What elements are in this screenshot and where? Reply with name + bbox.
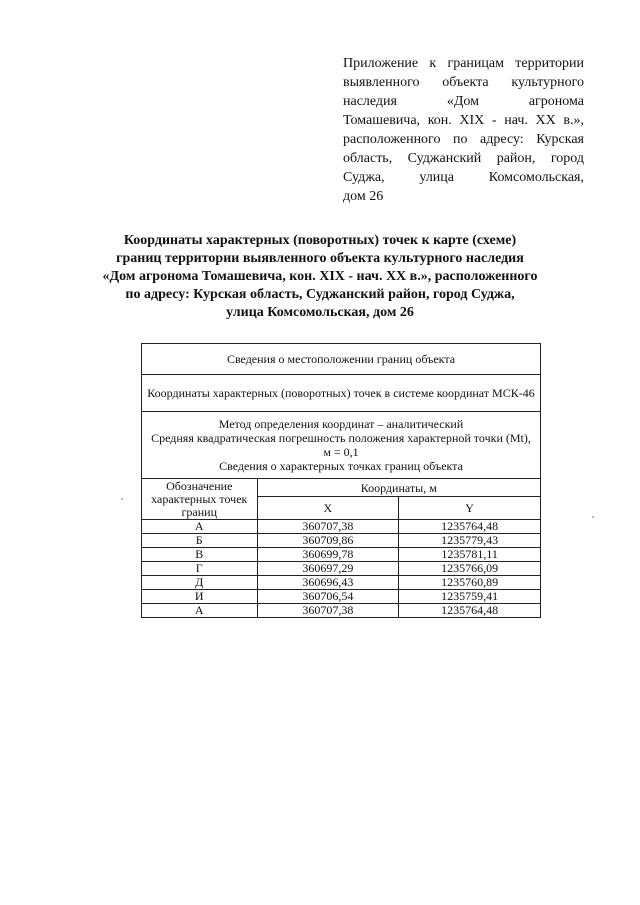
x-header: X (257, 497, 399, 520)
y-value-cell: 1235764,48 (399, 604, 541, 618)
x-value-cell: 360709,86 (257, 534, 399, 548)
x-value-cell: 360707,38 (257, 520, 399, 534)
table-row (142, 576, 541, 590)
y-value-cell: 1235760,89 (399, 576, 541, 590)
appendix-note (343, 54, 584, 206)
point-name-cell: И (142, 590, 258, 604)
title-line: «Дом агронома Томашевича, кон. XIX - нач. XX в.», расположенного (102, 269, 538, 284)
point-name-cell: Г (142, 562, 258, 576)
x-value-cell: 360696,43 (257, 576, 399, 590)
document-title (80, 232, 560, 322)
point-name-cell: Д (142, 576, 258, 590)
appendix-line: область, Суджанский район, город (343, 151, 584, 166)
appendix-line: Приложение к границам территории (343, 56, 584, 71)
points-info-line: Сведения о характерных точках границ объекта (219, 459, 463, 473)
x-value-cell: 360707,38 (257, 604, 399, 618)
appendix-line: выявленного объекта культурного (343, 75, 584, 90)
scan-speck (592, 516, 594, 518)
title-line: по адресу: Курская область, Суджанский район, город Суджа, (125, 287, 515, 302)
appendix-line: дом 26 (343, 189, 384, 204)
y-value-cell: 1235781,11 (399, 548, 541, 562)
appendix-line: наследия «Дом агронома (343, 94, 584, 109)
appendix-line: расположенного по адресу: Курская (343, 132, 584, 147)
table-row (142, 604, 541, 618)
x-value-cell: 360706,54 (257, 590, 399, 604)
point-name-cell: А (142, 520, 258, 534)
appendix-line: Томашевича, кон. XIX - нач. XX в.», (343, 113, 584, 128)
y-value-cell: 1235766,09 (399, 562, 541, 576)
appendix-line: Суджа, улица Комсомольская, (343, 170, 584, 185)
y-header: Y (399, 497, 541, 520)
accuracy-line: Средняя квадратическая погрешность положения характерной точки (Mt), м = 0,1 (151, 431, 531, 459)
coordinates-header: Координаты, м (257, 479, 541, 497)
column-header-row (142, 479, 541, 497)
table-row (142, 548, 541, 562)
method-cell (142, 412, 541, 479)
y-value-cell: 1235764,48 (399, 520, 541, 534)
x-value-cell: 360699,78 (257, 548, 399, 562)
table-row (142, 590, 541, 604)
table-row (142, 520, 541, 534)
title-line: улица Комсомольская, дом 26 (226, 305, 414, 320)
point-name-cell: Б (142, 534, 258, 548)
method-line: Метод определения координат – аналитический (218, 417, 464, 431)
table-row (142, 534, 541, 548)
table-row (142, 562, 541, 576)
y-value-cell: 1235779,43 (399, 534, 541, 548)
method-row (142, 412, 541, 479)
y-value-cell: 1235759,41 (399, 590, 541, 604)
title-line: границ территории выявленного объекта культурного наследия (116, 251, 524, 266)
x-value-cell: 360697,29 (257, 562, 399, 576)
coordinate-system-row (142, 375, 541, 412)
coordinate-system-cell: Координаты характерных (поворотных) точек в системе координат МСК-46 (142, 375, 541, 412)
point-name-cell: В (142, 548, 258, 562)
table-header-row (142, 344, 541, 375)
coordinates-table (141, 343, 541, 618)
table-header-cell: Сведения о местоположении границ объекта (142, 344, 541, 375)
point-name-cell: А (142, 604, 258, 618)
title-line: Координаты характерных (поворотных) точек к карте (схеме) (123, 233, 517, 248)
point-name-header: Обозначение характерных точек границ (142, 479, 258, 520)
scan-speck (121, 498, 123, 500)
